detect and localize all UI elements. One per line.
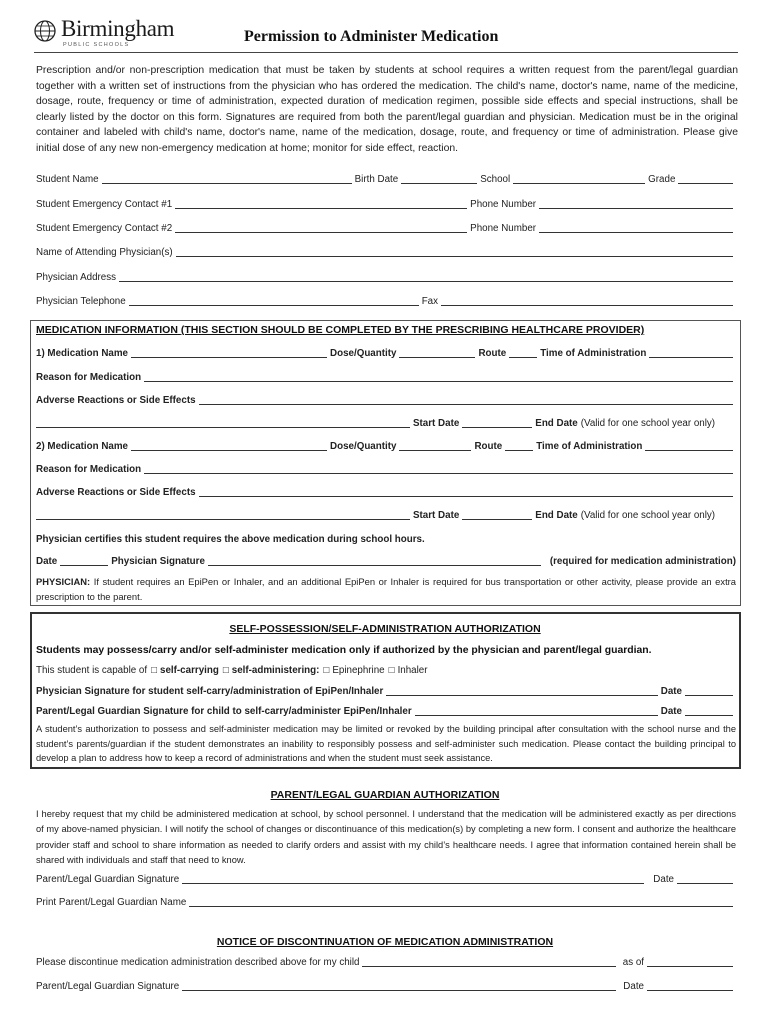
fax-field[interactable] — [441, 296, 733, 306]
med1-reason-field[interactable] — [144, 372, 733, 382]
capable-row — [36, 665, 736, 676]
logo-name: Birmingham — [61, 16, 175, 41]
discontinue-child-field[interactable] — [362, 957, 615, 967]
birth-date-label: Birth Date — [354, 174, 399, 185]
guardian-print-field[interactable] — [189, 897, 733, 907]
physician-date-field[interactable] — [60, 556, 108, 566]
selfadmin-subtitle: Students may possess/carry and/or self-administer medication only if authorized by the physician and parent/legal guardian. — [36, 645, 652, 656]
guardian-text: I hereby request that my child be administered medication at school, by school personnel. I understand that the medication will be administered exactly as per directions of my above-named physician. I will notify the school of changes or discontinuance of this medication(s) by completing a new form. I consent and authorize the healthcare provider staff and school to share information as needed to clarify orders and assist with my child’s healthcare needs. I agree that information contained herein shall be shared with individuals and staff that need to know. — [36, 809, 736, 866]
med2-name-label: 2) Medication Name — [36, 441, 129, 452]
header-divider — [34, 52, 738, 53]
med2-dose-field[interactable] — [399, 441, 471, 451]
med1-route-label: Route — [478, 348, 507, 359]
selfadmin-physician-date-label: Date — [660, 686, 682, 697]
epinephrine-checkbox[interactable]: □ — [323, 665, 330, 676]
selfadmin-parent-field[interactable] — [415, 706, 658, 716]
discontinue-signature-field[interactable] — [182, 981, 616, 991]
globe-icon — [34, 20, 56, 42]
birth-date-field[interactable] — [401, 174, 477, 184]
med2-end-note: (Valid for one school year only) — [580, 510, 716, 521]
med1-end-label: End Date — [535, 418, 578, 429]
logo-subtitle: PUBLIC SCHOOLS — [63, 42, 130, 48]
med2-route-label: Route — [474, 441, 503, 452]
physician-name-field[interactable] — [176, 247, 733, 257]
selfadmin-physician-label: Physician Signature for student self-carry/administration of EpiPen/Inhaler — [36, 686, 384, 697]
discontinue-date-field[interactable] — [647, 981, 733, 991]
physician-signature-field[interactable] — [208, 556, 541, 566]
contact1-phone-label: Phone Number — [470, 199, 537, 210]
physician-telephone-row — [36, 296, 736, 307]
med2-end-label: End Date — [535, 510, 578, 521]
med1-route-field[interactable] — [509, 348, 537, 358]
intro-paragraph: Prescription and/or non-prescription medication that must be taken by students at school requires a written request from the parent/legal guardian together with a written set of instructions from the physician who has ordered the medication. The child's name, doctor's name, name of the medicine, dosage, route, frequency or time of administration, expected duration of medication regimen, possible side effects and special instructions, shall be clearly listed by the doctor on this form. Signatures are required from both the parent/legal guardian and physician. Medication must be in the original container and labeled with child's name, doctor's name, name of the medication, dosage, route, and frequency or time of administration. Please give initial dose of any new non-emergency medication at home; monitor for side effect, reaction. — [36, 65, 738, 154]
certify-row — [36, 534, 736, 545]
selfadmin-note: A student’s authorization to possess and self-administer medication may be limited or revoked by the building principal after consultation with the school nurse and the student’s parents/guardian if the student demonstrates an inability to responsibly possess and self-administer such medication. Please contact the building principal to develop a plan to address how to keep a record of administrations and when the student must seek assistance. — [36, 724, 736, 764]
student-name-row — [36, 174, 736, 185]
guardian-print-row — [36, 897, 736, 908]
guardian-date-label: Date — [653, 874, 674, 885]
med1-extra-field[interactable] — [36, 418, 410, 428]
contact2-phone-field[interactable] — [539, 223, 733, 233]
med2-adverse-row — [36, 487, 736, 498]
med1-name-field[interactable] — [131, 348, 327, 358]
med1-dose-field[interactable] — [399, 348, 475, 358]
grade-label: Grade — [648, 174, 676, 185]
discontinue-text: Please discontinue medication administration described above for my child — [36, 957, 360, 968]
contact1-row — [36, 199, 736, 210]
med2-time-label: Time of Administration — [536, 441, 643, 452]
med2-route-field[interactable] — [505, 441, 533, 451]
page-header — [34, 14, 738, 54]
physician-note-text: If student requires an EpiPen or Inhaler, and an additional EpiPen or Inhaler is required for bus transportation or other activity, please provide an extra prescription to the parent. — [36, 576, 737, 602]
required-note: (required for medication administration) — [549, 556, 736, 567]
selfadmin-parent-row — [36, 706, 736, 717]
physician-address-label: Physician Address — [36, 272, 117, 283]
med2-start-field[interactable] — [462, 510, 532, 520]
selfadmin-physician-field[interactable] — [386, 686, 657, 696]
med2-adverse-field[interactable] — [199, 487, 733, 497]
medication-title-note: (THIS SECTION SHOULD BE COMPLETED BY THE PRESCRIBING HEALTHCARE PROVIDER) — [180, 324, 645, 336]
med2-name-field[interactable] — [131, 441, 327, 451]
med2-time-field[interactable] — [645, 441, 733, 451]
contact2-field[interactable] — [175, 223, 467, 233]
selfadmin-physician-date-field[interactable] — [685, 686, 733, 696]
med1-reason-row — [36, 372, 736, 383]
guardian-title: PARENT/LEGAL GUARDIAN AUTHORIZATION — [270, 789, 500, 801]
med1-adverse-label: Adverse Reactions or Side Effects — [36, 395, 196, 406]
discontinue-signature-row — [36, 981, 736, 992]
med1-end-note: (Valid for one school year only) — [580, 418, 716, 429]
self-carrying-label: self-carrying — [160, 665, 219, 676]
school-label: School — [480, 174, 511, 185]
discontinue-asof-field[interactable] — [647, 957, 733, 967]
med2-start-label: Start Date — [413, 510, 460, 521]
med2-reason-label: Reason for Medication — [36, 464, 142, 475]
physician-signature-row — [36, 556, 736, 567]
med2-extra-field[interactable] — [36, 510, 410, 520]
inhaler-checkbox[interactable]: □ — [388, 665, 395, 676]
selfadmin-parent-date-field[interactable] — [685, 706, 733, 716]
certify-text: Physician certifies this student requires the above medication during school hours. — [36, 534, 425, 545]
med1-time-field[interactable] — [649, 348, 733, 358]
selfadmin-parent-date-label: Date — [660, 706, 682, 717]
inhaler-label: Inhaler — [397, 665, 428, 676]
guardian-print-label: Print Parent/Legal Guardian Name — [36, 897, 187, 908]
physician-address-row — [36, 272, 736, 283]
med2-row — [36, 441, 736, 452]
discontinue-title: NOTICE OF DISCONTINUATION OF MEDICATION ADMINISTRATION — [216, 936, 554, 948]
med1-time-label: Time of Administration — [540, 348, 647, 359]
med1-dates-row — [36, 418, 736, 429]
med1-reason-label: Reason for Medication — [36, 372, 142, 383]
fax-label: Fax — [421, 296, 439, 307]
page-title: Permission to Administer Medication — [244, 28, 499, 45]
self-administering-checkbox[interactable]: □ — [222, 665, 229, 676]
med1-adverse-row — [36, 395, 736, 406]
self-administering-label: self-administering: — [231, 665, 320, 676]
med1-name-label: 1) Medication Name — [36, 348, 129, 359]
physician-epipen-note — [36, 574, 736, 604]
med1-dose-label: Dose/Quantity — [330, 348, 397, 359]
contact2-label: Student Emergency Contact #2 — [36, 223, 173, 234]
guardian-signature-field[interactable] — [182, 874, 644, 884]
med2-dates-row — [36, 510, 736, 521]
student-name-field[interactable] — [102, 174, 352, 184]
med2-reason-field[interactable] — [144, 464, 733, 474]
med1-adverse-field[interactable] — [199, 395, 733, 405]
school-field[interactable] — [513, 174, 645, 184]
medication-section-title — [36, 324, 644, 336]
med1-start-field[interactable] — [462, 418, 532, 428]
selfadmin-physician-row — [36, 686, 736, 697]
physician-telephone-field[interactable] — [129, 296, 419, 306]
med1-row — [36, 348, 736, 359]
district-logo — [34, 16, 194, 52]
physician-date-label: Date — [36, 556, 58, 567]
medication-title: MEDICATION INFORMATION — [36, 324, 178, 336]
guardian-signature-label: Parent/Legal Guardian Signature — [36, 874, 180, 885]
student-name-label: Student Name — [36, 174, 99, 185]
capable-label: This student is capable of — [36, 665, 148, 676]
physician-note-label: PHYSICIAN: — [36, 576, 91, 587]
discontinue-signature-label: Parent/Legal Guardian Signature — [36, 981, 180, 992]
self-carrying-checkbox[interactable]: □ — [151, 665, 158, 676]
guardian-date-field[interactable] — [677, 874, 733, 884]
med2-dose-label: Dose/Quantity — [330, 441, 397, 452]
discontinue-row — [36, 957, 736, 968]
selfadmin-parent-label: Parent/Legal Guardian Signature for child to self-carry/administer EpiPen/Inhaler — [36, 706, 412, 717]
grade-field[interactable] — [678, 174, 733, 184]
physician-signature-label: Physician Signature — [111, 556, 205, 567]
selfadmin-title: SELF-POSSESSION/SELF-ADMINISTRATION AUTHORIZATION — [229, 623, 541, 635]
guardian-signature-row — [36, 874, 736, 885]
physician-telephone-label: Physician Telephone — [36, 296, 126, 307]
med1-start-label: Start Date — [413, 418, 460, 429]
med2-reason-row — [36, 464, 736, 475]
contact1-label: Student Emergency Contact #1 — [36, 199, 173, 210]
discontinue-date-label: Date — [623, 981, 644, 992]
epinephrine-label: Epinephrine — [332, 665, 385, 676]
contact2-phone-label: Phone Number — [470, 223, 537, 234]
contact2-row — [36, 223, 736, 234]
physician-name-row — [36, 247, 736, 258]
discontinue-asof-label: as of — [622, 957, 644, 968]
contact1-phone-field[interactable] — [539, 199, 733, 209]
contact1-field[interactable] — [175, 199, 467, 209]
med2-adverse-label: Adverse Reactions or Side Effects — [36, 487, 196, 498]
physician-address-field[interactable] — [119, 272, 733, 282]
physician-name-label: Name of Attending Physician(s) — [36, 247, 173, 258]
